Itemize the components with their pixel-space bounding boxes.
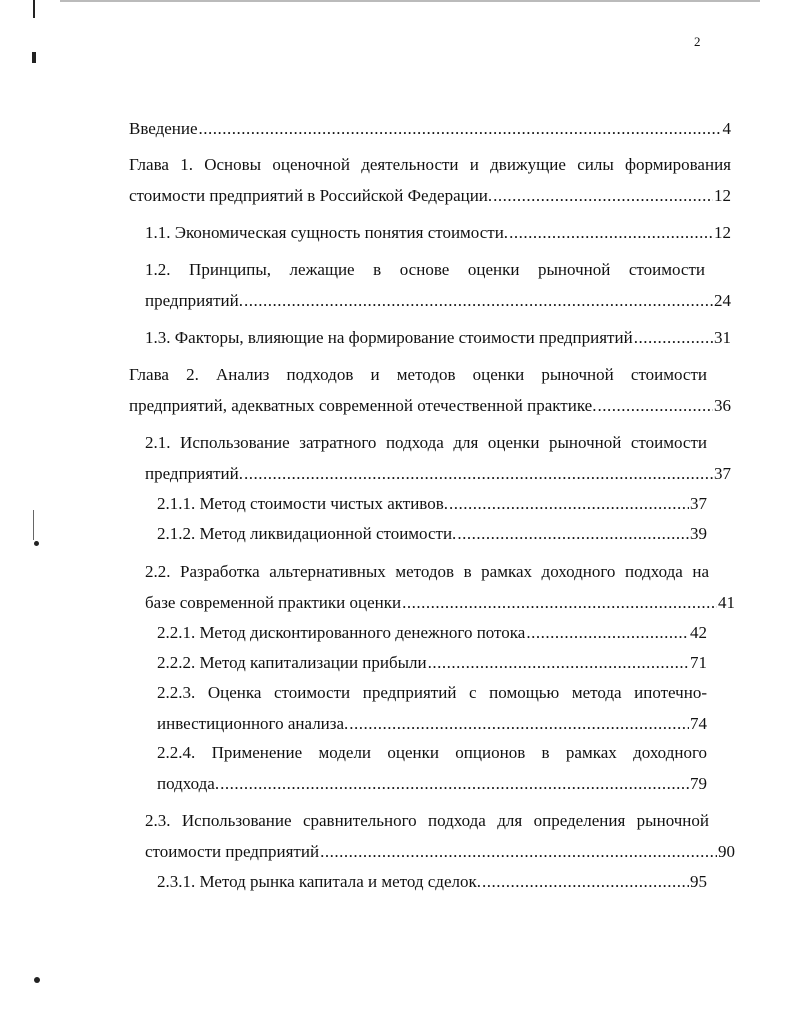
toc-title-line2: стоимости предприятий (145, 842, 320, 861)
toc-title: 1.3. Факторы, влияющие на формирование стоимости предприятий (145, 328, 633, 347)
toc-entry-1-1 (145, 217, 731, 248)
dot-leader (634, 322, 713, 353)
toc-title: 2.1.1. Метод стоимости чистых активов. (157, 494, 448, 513)
toc-entry-intro (129, 113, 731, 144)
toc-title-line2: предприятий. (145, 291, 243, 310)
toc-page: 74 (690, 714, 707, 733)
scan-edge-line (33, 510, 34, 540)
toc-entry-chapter-1 (129, 149, 731, 211)
toc-title-line2: инвестиционного анализа. (157, 714, 349, 733)
toc-title: 2.1.2. Метод ликвидационной стоимости. (157, 524, 457, 543)
page-number: 2 (694, 34, 701, 49)
toc-title-line2: подхода. (157, 774, 220, 793)
toc-page: 37 (690, 494, 707, 513)
toc-page: 4 (722, 119, 731, 138)
toc-title-line2: базе современной практики оценки (145, 593, 402, 612)
toc-page: 79 (690, 774, 707, 793)
toc-entry-2-3-1 (157, 866, 707, 897)
toc-entry-2-1 (145, 427, 731, 489)
toc-title: 2.2.1. Метод дисконтированного денежного потока (157, 623, 526, 642)
toc-page: 12 (714, 223, 731, 242)
dot-leader (220, 768, 689, 799)
toc-entry-2-2-2 (157, 647, 707, 678)
toc-title-line2: предприятий, адекватных современной отечественной практике. (129, 396, 597, 415)
toc-title: 2.2.2. Метод капитализации прибыли (157, 653, 427, 672)
toc-entry-1-3 (145, 322, 731, 353)
toc-entry-2-3 (145, 805, 735, 867)
dot-leader (244, 285, 713, 316)
scan-dot (34, 541, 39, 546)
dot-leader (509, 217, 713, 248)
toc-page: 12 (714, 186, 731, 205)
toc-title-line1: Глава 1. Основы оценочной деятельности и движущие силы формирования (129, 155, 731, 174)
toc-page: 31 (714, 328, 731, 347)
toc-title-line1: 1.2. Принципы, лежащие в основе оценки рыночной стоимости (145, 260, 705, 279)
toc-entry-2-2 (145, 556, 735, 618)
toc-page: 95 (690, 872, 707, 891)
toc-page: 71 (690, 653, 707, 672)
toc-page: 24 (714, 291, 731, 310)
dot-leader (244, 458, 713, 489)
dot-leader (449, 488, 689, 519)
toc-page: 36 (714, 396, 731, 415)
dot-leader (526, 617, 689, 648)
toc-entry-2-2-3 (157, 677, 707, 739)
toc-title-line2: стоимости предприятий в Российской Федерации. (129, 186, 493, 205)
toc-entry-2-1-2 (157, 518, 707, 549)
dot-leader (199, 113, 722, 144)
dot-leader (597, 390, 713, 421)
toc-page: 90 (718, 842, 735, 861)
toc-title-line1: 2.2. Разработка альтернативных методов в рамках доходного подхода на (145, 562, 709, 581)
toc-title-line1: 2.2.4. Применение модели оценки опционов в рамках доходного (157, 743, 707, 762)
dot-leader (402, 587, 717, 618)
dot-leader (493, 180, 713, 211)
toc-entry-chapter-2 (129, 359, 731, 421)
toc-title-line1: Глава 2. Анализ подходов и методов оценки рыночной стоимости (129, 365, 707, 384)
toc-title-line1: 2.1. Использование затратного подхода для оценки рыночной стоимости (145, 433, 707, 452)
toc-title-line1: 2.3. Использование сравнительного подхода для определения рыночной (145, 811, 709, 830)
dot-leader (428, 647, 689, 678)
scan-edge-line (33, 0, 35, 18)
toc-entry-1-2 (145, 254, 731, 316)
dot-leader (457, 518, 689, 549)
toc-title: 2.3.1. Метод рынка капитала и метод сделок. (157, 872, 481, 891)
toc-title-line1: 2.2.3. Оценка стоимости предприятий с помощью метода ипотечно- (157, 683, 707, 702)
dot-leader (349, 708, 689, 739)
toc-page: 42 (690, 623, 707, 642)
toc-page: 41 (718, 593, 735, 612)
toc-entry-2-2-1 (157, 617, 707, 648)
toc-title: Введение (129, 119, 198, 138)
toc-page: 39 (690, 524, 707, 543)
scan-top-line (60, 0, 760, 2)
toc-page: 37 (714, 464, 731, 483)
dot-leader (482, 866, 689, 897)
scan-dot (34, 977, 40, 983)
scan-mark (32, 52, 36, 63)
dot-leader (320, 836, 717, 867)
toc-title-line2: предприятий. (145, 464, 243, 483)
toc-entry-2-1-1 (157, 488, 707, 519)
toc-title: 1.1. Экономическая сущность понятия стоимости. (145, 223, 509, 242)
toc-entry-2-2-4 (157, 737, 707, 799)
